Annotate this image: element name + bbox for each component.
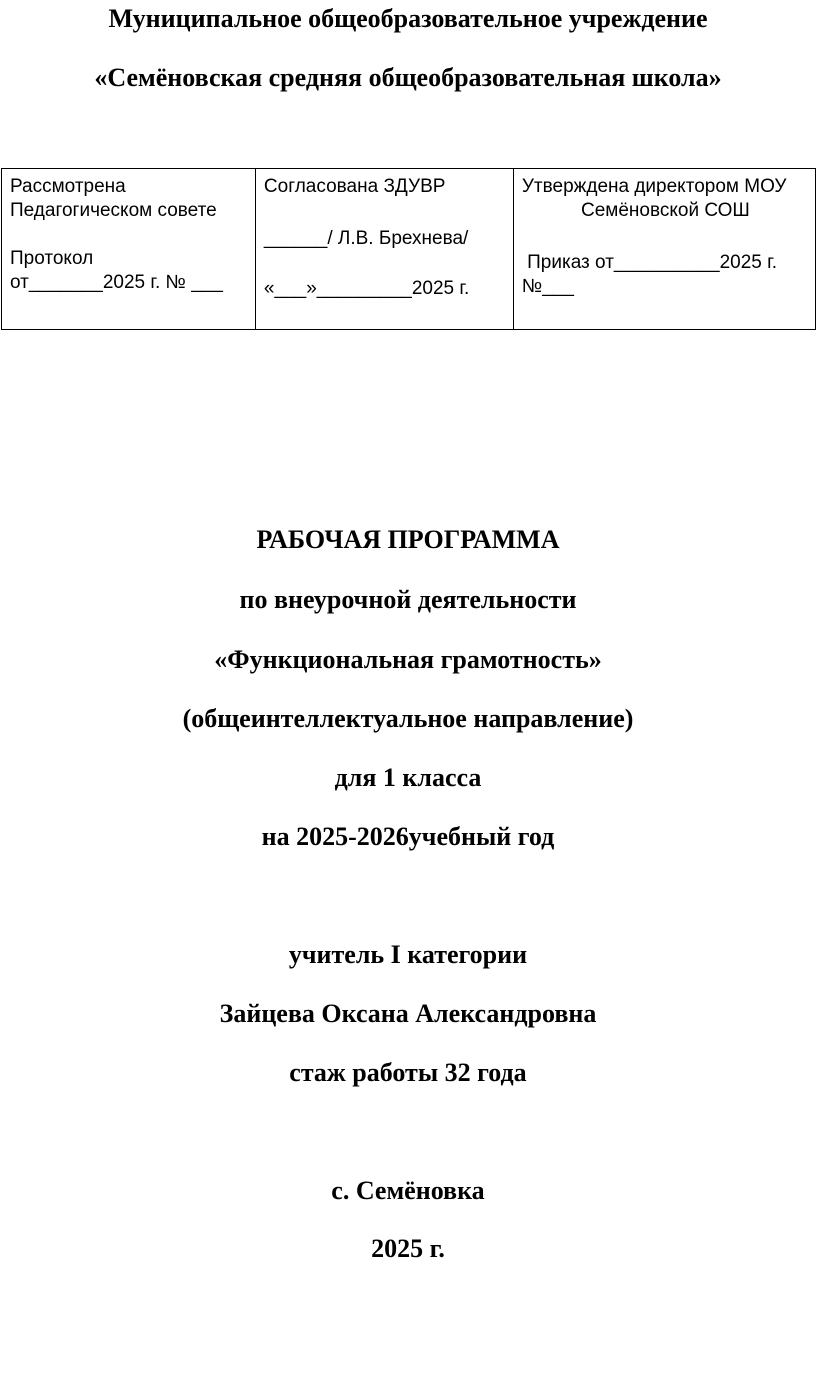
program-subject-intro: по внеурочной деятельности — [239, 585, 577, 614]
approval-left-line4: от_______2025 г. № ___ — [10, 272, 223, 293]
program-subject: «Функциональная грамотность» — [214, 645, 602, 674]
header-institution: Муниципальное общеобразовательное учреждение — [108, 4, 708, 33]
teacher-name: Зайцева Оксана Александровна — [219, 999, 597, 1028]
approval-mid-line3: «___»_________2025 г. — [263, 278, 470, 299]
approval-cell-director — [513, 169, 815, 330]
approval-left-line3: Протокол — [10, 248, 94, 269]
approval-right-line1: Утверждена директором МОУ — [521, 176, 787, 197]
program-year: на 2025-2026учебный год — [261, 822, 555, 851]
header-school-name: «Семёновская средняя общеобразовательная школа» — [94, 63, 722, 92]
approval-right-line4: №___ — [521, 276, 574, 297]
approval-mid-line1: Согласована ЗДУВР — [263, 176, 446, 197]
approval-left-line2: Педагогическом совете — [10, 200, 217, 221]
footer-place: с. Семёновка — [331, 1176, 485, 1205]
approval-table — [1, 168, 816, 330]
approval-mid-line2: ______/ Л.В. Брехнева/ — [263, 228, 469, 249]
approval-right-line3: Приказ от__________2025 г. — [521, 252, 778, 273]
teacher-experience: стаж работы 32 года — [289, 1058, 527, 1087]
approval-left-line1: Рассмотрена — [10, 176, 126, 197]
teacher-category: учитель I категории — [288, 940, 528, 969]
program-grade: для 1 класса — [334, 763, 482, 792]
program-title: РАБОЧАЯ ПРОГРАММА — [256, 525, 560, 554]
footer-year: 2025 г. — [371, 1234, 445, 1263]
approval-right-line2: Семёновской СОШ — [581, 200, 750, 221]
approval-cell-pedagogical-council — [2, 169, 256, 330]
program-direction: (общеинтеллектуальное направление) — [182, 704, 634, 733]
approval-cell-deputy — [255, 169, 513, 330]
